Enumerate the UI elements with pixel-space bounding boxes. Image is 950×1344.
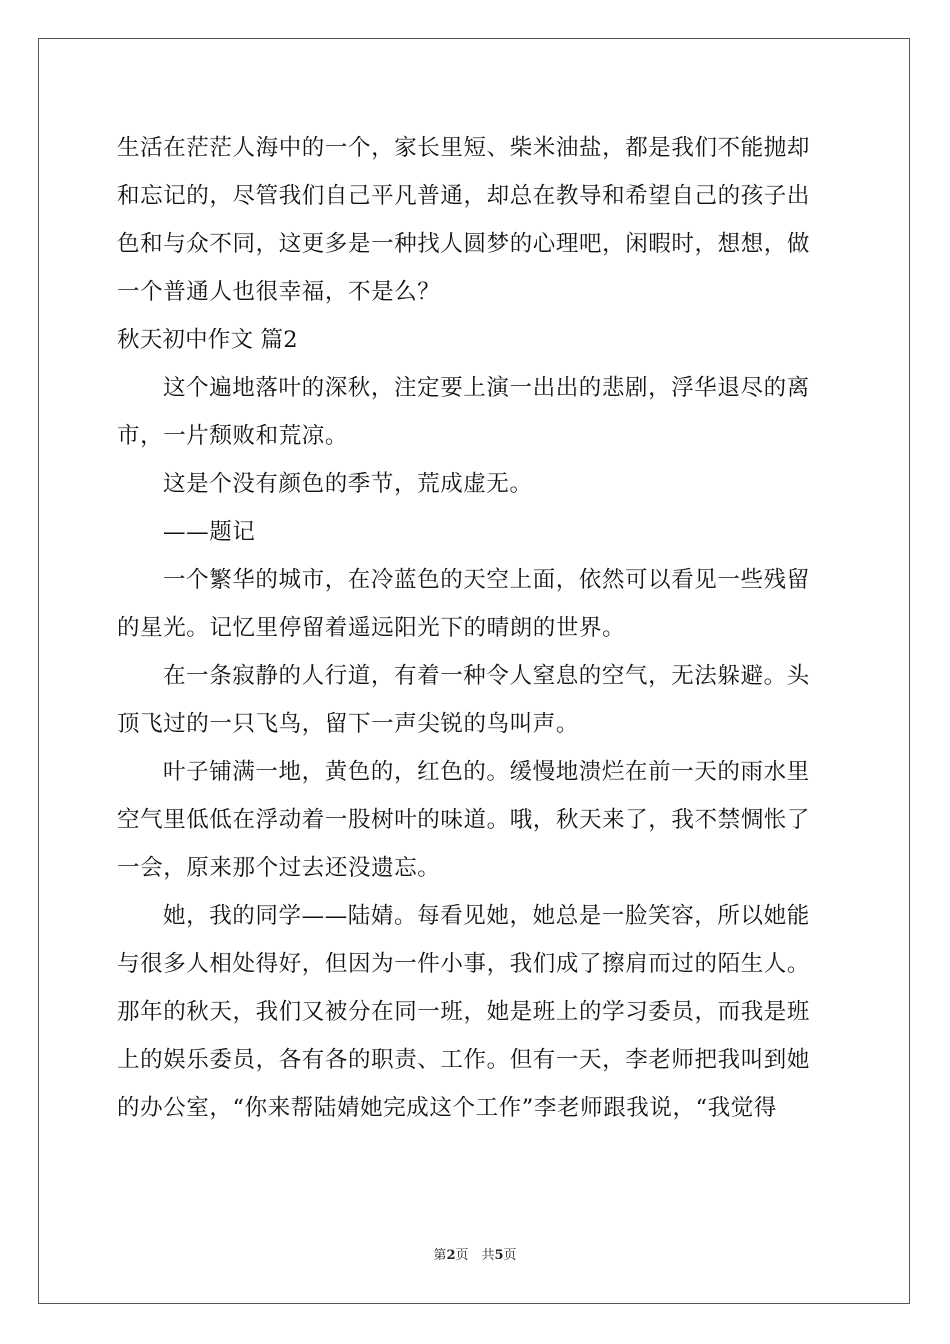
text-line: 一个普通人也很幸福，不是么？ — [117, 279, 441, 305]
text-line: 上的娱乐委员，各有各的职责、工作。但有一天，李老师把我叫到她 — [117, 1047, 811, 1073]
text-line: 一个繁华的城市，在冷蓝色的天空上面，依然可以看见一些残留 — [163, 567, 810, 593]
text-line: 和忘记的，尽管我们自己平凡普通，却总在教导和希望自己的孩子出 — [117, 183, 811, 209]
text-line: 市，一片颓败和荒凉。 — [117, 423, 349, 449]
text-line: 顶飞过的一只飞鸟，留下一声尖锐的鸟叫声。 — [117, 711, 580, 737]
page-footer — [0, 1244, 950, 1263]
text-line: 与很多人相处得好，但因为一件小事，我们成了擦肩而过的陌生人。 — [117, 951, 811, 977]
text-line: 一会，原来那个过去还没遗忘。 — [117, 855, 441, 881]
text-line: 她，我的同学——陆婧。每看见她，她总是一脸笑容，所以她能 — [163, 903, 810, 929]
epigraph-attribution: ——题记 — [163, 519, 256, 545]
text-line: 叶子铺满一地，黄色的，红色的。缓慢地溃烂在前一天的雨水里 — [163, 759, 810, 785]
text-line: 这个遍地落叶的深秋，注定要上演一出出的悲剧，浮华退尽的离 — [163, 375, 810, 401]
text-line: 这是个没有颜色的季节，荒成虚无。 — [163, 471, 533, 497]
text-line: 的星光。记忆里停留着遥远阳光下的晴朗的世界。 — [117, 615, 626, 641]
section-heading: 秋天初中作文 篇2 — [117, 327, 298, 353]
total-page-count: 5 — [494, 1248, 504, 1263]
document-body — [117, 124, 837, 1132]
text-line: 的办公室，“你来帮陆婧她完成这个工作”李老师跟我说，“我觉得 — [117, 1095, 778, 1121]
text-line: 色和与众不同，这更多是一种找人圆梦的心理吧，闲暇时，想想，做 — [117, 231, 811, 257]
current-page-number: 2 — [446, 1248, 456, 1263]
footer-middle: 页 共 — [455, 1248, 495, 1263]
footer-suffix: 页 — [503, 1248, 517, 1263]
text-line: 在一条寂静的人行道，有着一种令人窒息的空气，无法躲避。头 — [163, 663, 810, 689]
text-line: 空气里低低在浮动着一股树叶的味道。哦，秋天来了，我不禁惆怅了 — [117, 807, 811, 833]
text-line: 那年的秋天，我们又被分在同一班，她是班上的学习委员，而我是班 — [117, 999, 811, 1025]
text-line: 生活在茫茫人海中的一个，家长里短、柴米油盐，都是我们不能抛却 — [117, 135, 811, 161]
footer-prefix: 第 — [433, 1248, 447, 1263]
